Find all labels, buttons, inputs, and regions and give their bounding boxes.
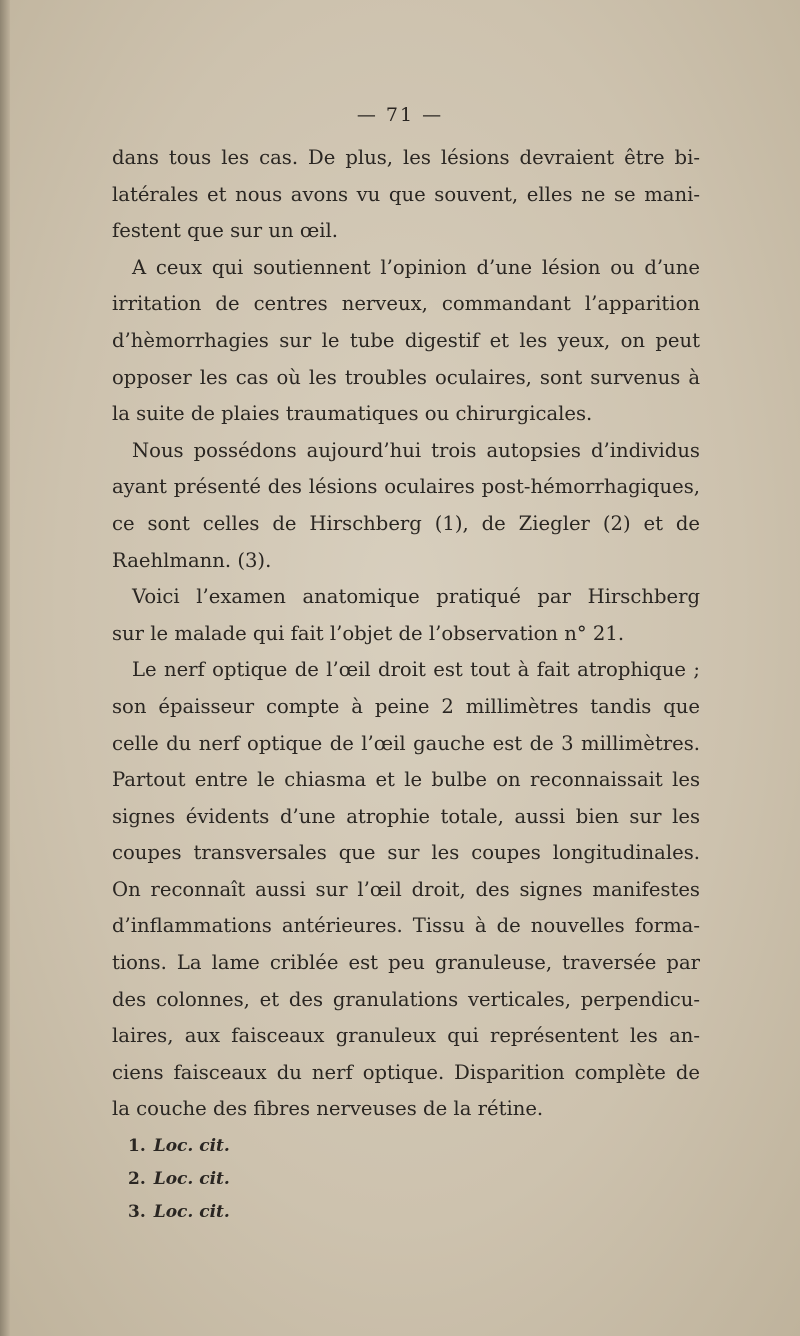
body-text xyxy=(112,140,700,1128)
body-line: la suite de plaies traumatiques ou chirurgicales. xyxy=(112,402,593,426)
body-line: son épaisseur compte à peine 2 millimètres tandis que xyxy=(112,694,700,718)
footnote-text: Loc. cit. xyxy=(153,1136,230,1156)
footnote xyxy=(128,1130,230,1163)
footnotes xyxy=(128,1130,230,1229)
body-line: Le nerf optique de l’œil droit est tout à fait atrophique ; xyxy=(132,658,700,682)
body-line: celle du nerf optique de l’œil gauche est de 3 millimètres. xyxy=(112,731,700,755)
body-line: Voici l’examen anatomique pratiqué par Hirschberg xyxy=(132,585,700,609)
body-line: coupes transversales que sur les coupes longitudinales. xyxy=(112,841,700,865)
body-line: latérales et nous avons vu que souvent, elles ne se mani- xyxy=(112,182,700,206)
page-number: — 71 — xyxy=(356,104,444,126)
body-line: Partout entre le chiasma et le bulbe on reconnaissait les xyxy=(112,768,700,792)
footnote-number: 3. xyxy=(128,1202,146,1222)
body-line: A ceux qui soutiennent l’opinion d’une lésion ou d’une xyxy=(132,255,700,279)
body-line: ce sont celles de Hirschberg (1), de Ziegler (2) et de xyxy=(112,511,700,535)
footnote xyxy=(128,1163,230,1196)
body-line: On reconnaît aussi sur l’œil droit, des signes manifestes xyxy=(112,877,700,901)
body-line: des colonnes, et des granulations verticales, perpendicu- xyxy=(112,987,700,1011)
body-line: signes évidents d’une atrophie totale, aussi bien sur les xyxy=(112,804,700,828)
body-line: sur le malade qui fait l’objet de l’observation n° 21. xyxy=(112,621,625,645)
body-line: Nous possédons aujourd’hui trois autopsies d’individus xyxy=(132,438,700,462)
body-line: d’inflammations antérieures. Tissu à de nouvelles forma- xyxy=(112,914,700,938)
body-line: irritation de centres nerveux, commandant l’apparition xyxy=(112,292,700,316)
footnote xyxy=(128,1196,230,1229)
body-line: festent que sur un œil. xyxy=(112,219,338,243)
body-line: la couche des fibres nerveuses de la rétine. xyxy=(112,1097,544,1121)
body-line: laires, aux faisceaux granuleux qui représentent les an- xyxy=(112,1024,700,1048)
footnote-text: Loc. cit. xyxy=(153,1169,230,1189)
body-line: dans tous les cas. De plus, les lésions devraient être bi- xyxy=(112,146,700,169)
body-line: tions. La lame criblée est peu granuleuse, traversée par xyxy=(112,951,700,975)
body-line: ayant présenté des lésions oculaires post-hémorrhagiques, xyxy=(112,475,700,499)
body-line: Raehlmann. (3). xyxy=(112,548,272,572)
body-line: opposer les cas où les troubles oculaires, sont survenus à xyxy=(112,365,700,389)
footnote-text: Loc. cit. xyxy=(153,1202,230,1222)
page-edge xyxy=(0,0,10,1336)
footnote-number: 2. xyxy=(128,1169,146,1189)
body-line: ciens faisceaux du nerf optique. Disparition complète de xyxy=(112,1060,700,1084)
footnote-number: 1. xyxy=(128,1136,146,1156)
body-line: d’hèmorrhagies sur le tube digestif et les yeux, on peut xyxy=(112,328,700,352)
